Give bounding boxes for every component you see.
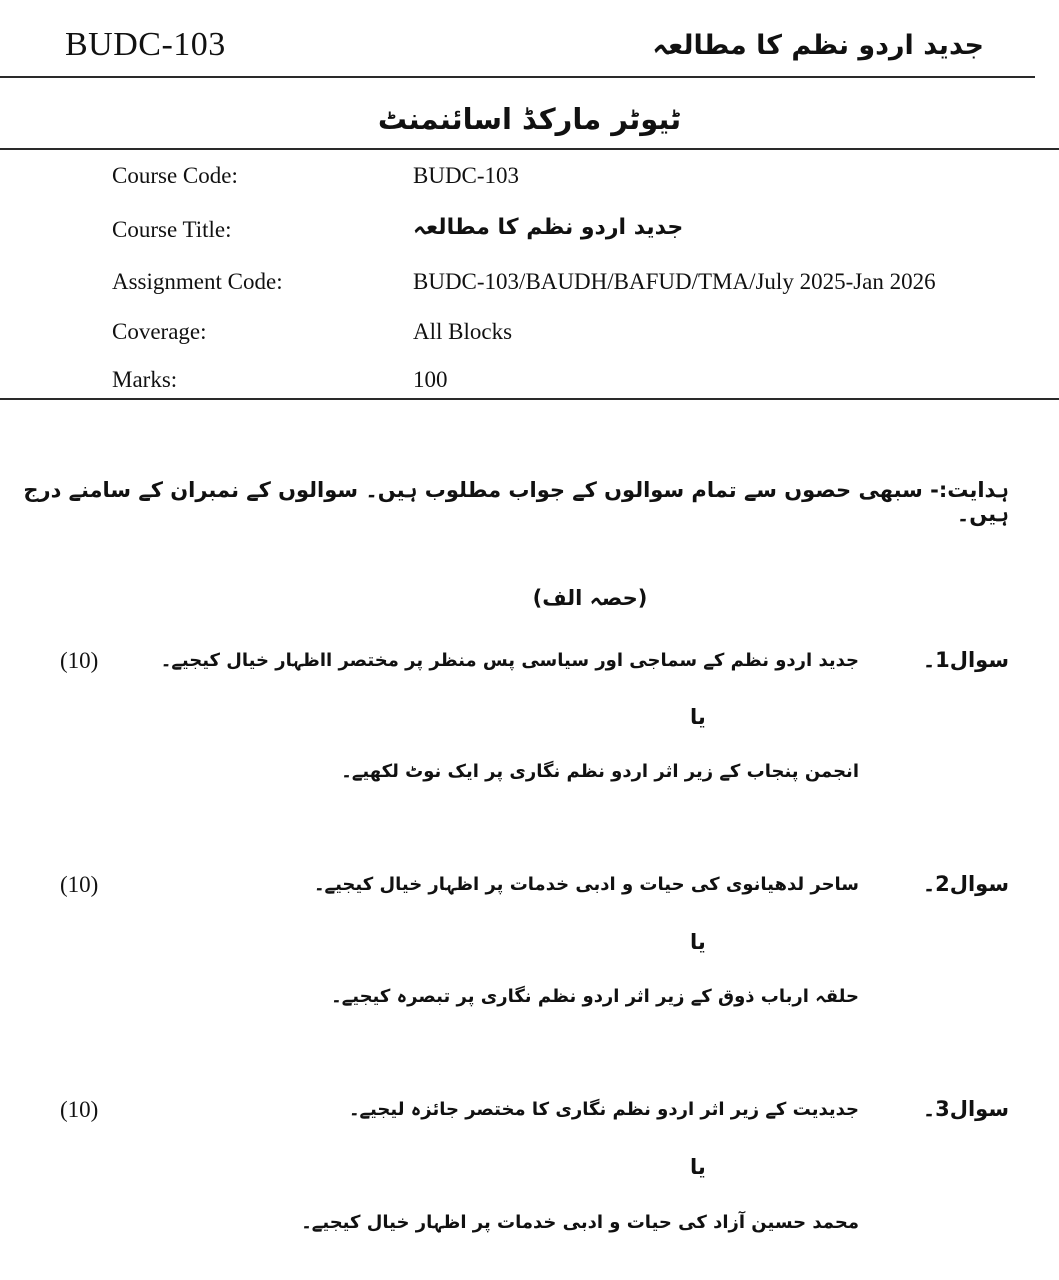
marks-value: 100: [413, 367, 448, 392]
question-3-text-b: محمد حسین آزاد کی حیات و ادبی خدمات پر اظہار خیال کیجیے۔: [301, 1212, 859, 1233]
question-1-label: سوال1۔: [922, 648, 1009, 672]
heading-divider: [0, 148, 1059, 150]
course-code-label: Course Code:: [112, 163, 238, 188]
course-title-header: جدید اردو نظم کا مطالعہ: [652, 30, 984, 61]
question-1-marks: (10): [60, 648, 99, 673]
question-2-label: سوال2۔: [922, 872, 1009, 896]
marks-label: Marks:: [112, 367, 178, 392]
course-title-label: Course Title:: [112, 217, 232, 242]
question-3-marks: (10): [60, 1097, 99, 1122]
coverage-label: Coverage:: [112, 319, 207, 344]
info-divider: [0, 398, 1059, 400]
question-3-text-a: جدیدیت کے زیر اثر اردو نظم نگاری کا مختصر جائزہ لیجیے۔: [348, 1099, 859, 1120]
question-2-marks: (10): [60, 872, 99, 897]
assignment-code-label: Assignment Code:: [112, 269, 283, 294]
question-2-text-a: ساحر لدھیانوی کی حیات و ادبی خدمات پر اظہار خیال کیجیے۔: [313, 874, 859, 895]
question-1-or: یا: [690, 705, 706, 729]
section-heading: (حصہ الف): [532, 586, 648, 610]
course-title-value: جدید اردو نظم کا مطالعہ: [413, 215, 684, 240]
instruction-text: ہدایت:- سبھی حصوں سے تمام سوالوں کے جواب مطلوب ہیں۔ سوالوں کے نمبران کے سامنے درج ہیں۔: [23, 478, 1009, 526]
course-code-header: BUDC-103: [65, 26, 226, 63]
assignment-heading: ٹیوٹر مارکڈ اسائنمنٹ: [377, 102, 682, 136]
question-1-text-b: انجمن پنجاب کے زیر اثر اردو نظم نگاری پر ایک نوٹ لکھیے۔: [341, 761, 859, 782]
assignment-code-value: BUDC-103/BAUDH/BAFUD/TMA/July 2025-Jan 2026: [413, 269, 936, 294]
question-3-or: یا: [690, 1155, 706, 1179]
question-2-or: یا: [690, 930, 706, 954]
header-divider: [0, 76, 1035, 78]
course-code-value: BUDC-103: [413, 163, 520, 188]
coverage-value: All Blocks: [413, 319, 513, 344]
question-2-text-b: حلقہ ارباب ذوق کے زیر اثر اردو نظم نگاری پر تبصرہ کیجیے۔: [331, 986, 859, 1007]
question-1-text-a: جدید اردو نظم کے سماجی اور سیاسی پس منظر پر مختصر ااظہار خیال کیجیے۔: [160, 650, 859, 671]
question-3-label: سوال3۔: [922, 1097, 1009, 1121]
